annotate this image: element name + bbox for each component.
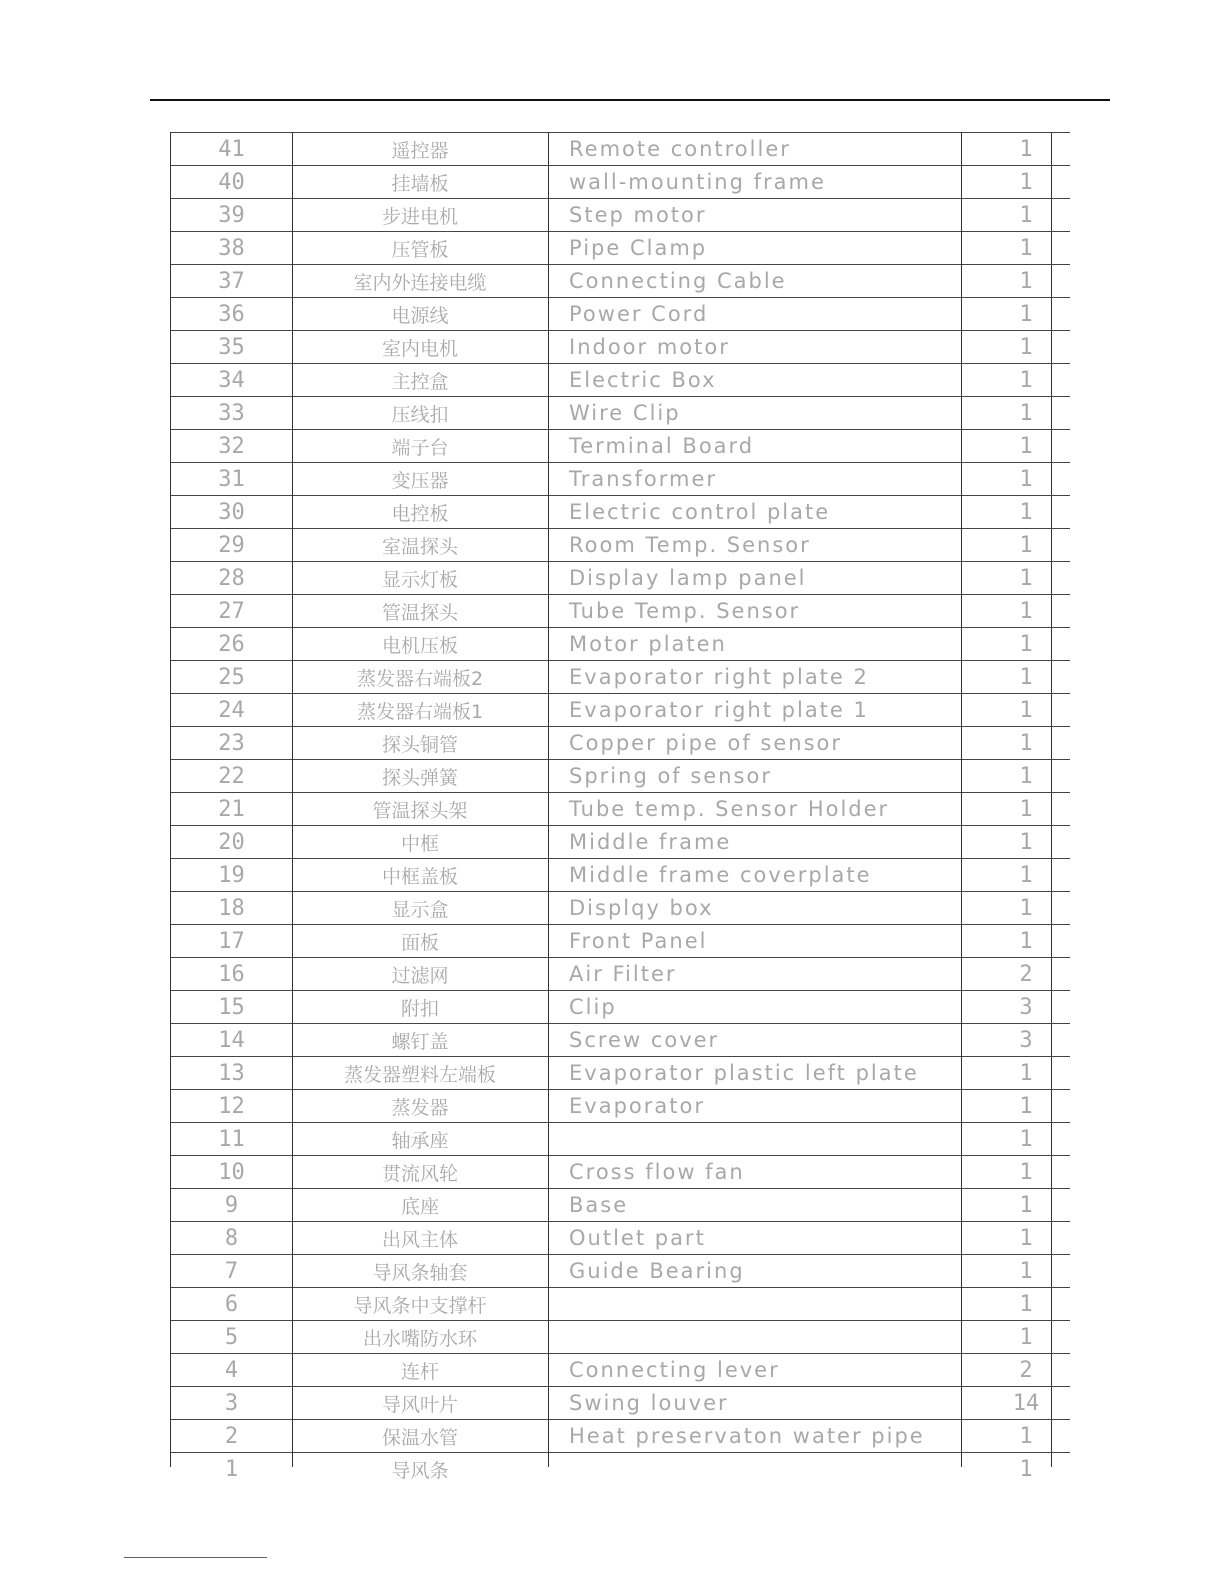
part-number-cell: 14 <box>171 1024 292 1057</box>
table-row <box>171 1222 1070 1255</box>
part-number-cell: 34 <box>171 364 292 397</box>
chinese-name-cell: 导风叶片 <box>292 1387 548 1420</box>
parts-table <box>171 132 1070 1485</box>
quantity-cell: 1 <box>982 1189 1070 1222</box>
table-row <box>171 661 1070 694</box>
part-number-cell: 7 <box>171 1255 292 1288</box>
part-number-cell: 4 <box>171 1354 292 1387</box>
part-number-cell: 18 <box>171 892 292 925</box>
part-number-cell: 1 <box>171 1453 292 1486</box>
english-name-cell: Air Filter <box>548 958 982 991</box>
table-row <box>171 1255 1070 1288</box>
english-name-cell: Terminal Board <box>548 430 982 463</box>
quantity-cell: 1 <box>982 496 1070 529</box>
part-number-cell: 25 <box>171 661 292 694</box>
quantity-cell: 1 <box>982 727 1070 760</box>
parts-table-frame <box>170 132 1052 1482</box>
column-divider <box>292 132 293 1467</box>
part-number-cell: 30 <box>171 496 292 529</box>
english-name-cell: Display lamp panel <box>548 562 982 595</box>
chinese-name-cell: 保温水管 <box>292 1420 548 1453</box>
english-name-cell: Electric Box <box>548 364 982 397</box>
quantity-cell: 1 <box>982 463 1070 496</box>
chinese-name-cell: 室温探头 <box>292 529 548 562</box>
part-number-cell: 20 <box>171 826 292 859</box>
part-number-cell: 38 <box>171 232 292 265</box>
table-row <box>171 1354 1070 1387</box>
chinese-name-cell: 螺钉盖 <box>292 1024 548 1057</box>
chinese-name-cell: 主控盒 <box>292 364 548 397</box>
table-row <box>171 1189 1070 1222</box>
chinese-name-cell: 蒸发器右端板1 <box>292 694 548 727</box>
chinese-name-cell: 附扣 <box>292 991 548 1024</box>
chinese-name-cell: 底座 <box>292 1189 548 1222</box>
footer-link-underline[interactable] <box>124 1557 267 1558</box>
quantity-cell: 1 <box>982 1453 1070 1486</box>
quantity-cell: 1 <box>982 1288 1070 1321</box>
quantity-cell: 1 <box>982 364 1070 397</box>
chinese-name-cell: 探头弹簧 <box>292 760 548 793</box>
table-row <box>171 925 1070 958</box>
english-name-cell: Guide Bearing <box>548 1255 982 1288</box>
table-row <box>171 496 1070 529</box>
quantity-cell: 1 <box>982 331 1070 364</box>
quantity-cell: 1 <box>982 826 1070 859</box>
english-name-cell: Cross flow fan <box>548 1156 982 1189</box>
part-number-cell: 33 <box>171 397 292 430</box>
chinese-name-cell: 蒸发器 <box>292 1090 548 1123</box>
quantity-cell: 1 <box>982 562 1070 595</box>
chinese-name-cell: 压线扣 <box>292 397 548 430</box>
table-row <box>171 562 1070 595</box>
english-name-cell <box>548 1321 982 1354</box>
chinese-name-cell: 导风条轴套 <box>292 1255 548 1288</box>
english-name-cell: Wire Clip <box>548 397 982 430</box>
english-name-cell: Power Cord <box>548 298 982 331</box>
part-number-cell: 5 <box>171 1321 292 1354</box>
table-row <box>171 1090 1070 1123</box>
table-row <box>171 793 1070 826</box>
english-name-cell: Indoor motor <box>548 331 982 364</box>
part-number-cell: 26 <box>171 628 292 661</box>
table-row <box>171 1453 1070 1486</box>
part-number-cell: 21 <box>171 793 292 826</box>
chinese-name-cell: 出水嘴防水环 <box>292 1321 548 1354</box>
table-row <box>171 760 1070 793</box>
quantity-cell: 1 <box>982 661 1070 694</box>
english-name-cell: Copper pipe of sensor <box>548 727 982 760</box>
part-number-cell: 10 <box>171 1156 292 1189</box>
table-row <box>171 1420 1070 1453</box>
chinese-name-cell: 压管板 <box>292 232 548 265</box>
english-name-cell: Heat preservaton water pipe <box>548 1420 982 1453</box>
chinese-name-cell: 电控板 <box>292 496 548 529</box>
column-divider <box>961 132 962 1467</box>
part-number-cell: 27 <box>171 595 292 628</box>
english-name-cell <box>548 1288 982 1321</box>
quantity-cell: 1 <box>982 1255 1070 1288</box>
part-number-cell: 35 <box>171 331 292 364</box>
table-row <box>171 298 1070 331</box>
quantity-cell: 1 <box>982 1321 1070 1354</box>
english-name-cell: Connecting lever <box>548 1354 982 1387</box>
part-number-cell: 8 <box>171 1222 292 1255</box>
table-row <box>171 397 1070 430</box>
quantity-cell: 1 <box>982 595 1070 628</box>
part-number-cell: 11 <box>171 1123 292 1156</box>
part-number-cell: 24 <box>171 694 292 727</box>
part-number-cell: 29 <box>171 529 292 562</box>
table-row <box>171 133 1070 166</box>
english-name-cell: Middle frame coverplate <box>548 859 982 892</box>
quantity-cell: 1 <box>982 1420 1070 1453</box>
table-row <box>171 463 1070 496</box>
english-name-cell: Electric control plate <box>548 496 982 529</box>
table-row <box>171 694 1070 727</box>
quantity-cell: 1 <box>982 694 1070 727</box>
part-number-cell: 22 <box>171 760 292 793</box>
table-row <box>171 1123 1070 1156</box>
table-row <box>171 1387 1070 1420</box>
table-row <box>171 1156 1070 1189</box>
english-name-cell: Spring of sensor <box>548 760 982 793</box>
quantity-cell: 1 <box>982 1123 1070 1156</box>
part-number-cell: 36 <box>171 298 292 331</box>
english-name-cell: Motor platen <box>548 628 982 661</box>
table-row <box>171 628 1070 661</box>
quantity-cell: 2 <box>982 1354 1070 1387</box>
english-name-cell: Evaporator right plate 1 <box>548 694 982 727</box>
quantity-cell: 1 <box>982 397 1070 430</box>
chinese-name-cell: 变压器 <box>292 463 548 496</box>
quantity-cell: 1 <box>982 430 1070 463</box>
english-name-cell <box>548 1453 982 1486</box>
english-name-cell: Base <box>548 1189 982 1222</box>
table-row <box>171 595 1070 628</box>
quantity-cell: 3 <box>982 1024 1070 1057</box>
table-row <box>171 529 1070 562</box>
quantity-cell: 1 <box>982 199 1070 232</box>
table-row <box>171 199 1070 232</box>
table-row <box>171 859 1070 892</box>
table-row <box>171 430 1070 463</box>
part-number-cell: 40 <box>171 166 292 199</box>
part-number-cell: 28 <box>171 562 292 595</box>
quantity-cell: 14 <box>982 1387 1070 1420</box>
chinese-name-cell: 挂墙板 <box>292 166 548 199</box>
english-name-cell: Pipe Clamp <box>548 232 982 265</box>
part-number-cell: 19 <box>171 859 292 892</box>
english-name-cell: Tube Temp. Sensor <box>548 595 982 628</box>
part-number-cell: 39 <box>171 199 292 232</box>
chinese-name-cell: 中框 <box>292 826 548 859</box>
chinese-name-cell: 蒸发器塑料左端板 <box>292 1057 548 1090</box>
table-row <box>171 166 1070 199</box>
english-name-cell: Front Panel <box>548 925 982 958</box>
part-number-cell: 41 <box>171 133 292 166</box>
english-name-cell: Evaporator plastic left plate <box>548 1057 982 1090</box>
column-divider <box>548 132 549 1467</box>
chinese-name-cell: 室内电机 <box>292 331 548 364</box>
quantity-cell: 1 <box>982 892 1070 925</box>
chinese-name-cell: 轴承座 <box>292 1123 548 1156</box>
english-name-cell: wall-mounting frame <box>548 166 982 199</box>
table-row <box>171 1321 1070 1354</box>
part-number-cell: 2 <box>171 1420 292 1453</box>
chinese-name-cell: 面板 <box>292 925 548 958</box>
english-name-cell: Swing louver <box>548 1387 982 1420</box>
chinese-name-cell: 过滤网 <box>292 958 548 991</box>
english-name-cell: Evaporator right plate 2 <box>548 661 982 694</box>
quantity-cell: 1 <box>982 760 1070 793</box>
part-number-cell: 15 <box>171 991 292 1024</box>
english-name-cell: Step motor <box>548 199 982 232</box>
chinese-name-cell: 显示盒 <box>292 892 548 925</box>
english-name-cell: Outlet part <box>548 1222 982 1255</box>
chinese-name-cell: 管温探头架 <box>292 793 548 826</box>
english-name-cell: Displqy box <box>548 892 982 925</box>
quantity-cell: 1 <box>982 232 1070 265</box>
table-row <box>171 1057 1070 1090</box>
table-row <box>171 331 1070 364</box>
parts-table-body <box>171 133 1070 1486</box>
part-number-cell: 12 <box>171 1090 292 1123</box>
quantity-cell: 1 <box>982 529 1070 562</box>
chinese-name-cell: 电源线 <box>292 298 548 331</box>
table-row <box>171 364 1070 397</box>
quantity-cell: 1 <box>982 1090 1070 1123</box>
quantity-cell: 1 <box>982 1222 1070 1255</box>
part-number-cell: 9 <box>171 1189 292 1222</box>
table-row <box>171 265 1070 298</box>
part-number-cell: 23 <box>171 727 292 760</box>
chinese-name-cell: 连杆 <box>292 1354 548 1387</box>
header-rule <box>150 99 1110 101</box>
part-number-cell: 17 <box>171 925 292 958</box>
english-name-cell: Transformer <box>548 463 982 496</box>
quantity-cell: 1 <box>982 133 1070 166</box>
table-row <box>171 1288 1070 1321</box>
chinese-name-cell: 中框盖板 <box>292 859 548 892</box>
chinese-name-cell: 导风条中支撑杆 <box>292 1288 548 1321</box>
english-name-cell: Tube temp. Sensor Holder <box>548 793 982 826</box>
chinese-name-cell: 室内外连接电缆 <box>292 265 548 298</box>
part-number-cell: 32 <box>171 430 292 463</box>
english-name-cell: Remote controller <box>548 133 982 166</box>
chinese-name-cell: 管温探头 <box>292 595 548 628</box>
table-row <box>171 1024 1070 1057</box>
quantity-cell: 3 <box>982 991 1070 1024</box>
part-number-cell: 13 <box>171 1057 292 1090</box>
part-number-cell: 6 <box>171 1288 292 1321</box>
chinese-name-cell: 电机压板 <box>292 628 548 661</box>
english-name-cell <box>548 1123 982 1156</box>
table-row <box>171 232 1070 265</box>
quantity-cell: 1 <box>982 298 1070 331</box>
chinese-name-cell: 出风主体 <box>292 1222 548 1255</box>
table-row <box>171 826 1070 859</box>
quantity-cell: 1 <box>982 1156 1070 1189</box>
part-number-cell: 31 <box>171 463 292 496</box>
part-number-cell: 3 <box>171 1387 292 1420</box>
chinese-name-cell: 贯流风轮 <box>292 1156 548 1189</box>
chinese-name-cell: 蒸发器右端板2 <box>292 661 548 694</box>
english-name-cell: Connecting Cable <box>548 265 982 298</box>
english-name-cell: Screw cover <box>548 1024 982 1057</box>
table-row <box>171 991 1070 1024</box>
quantity-cell: 1 <box>982 166 1070 199</box>
english-name-cell: Middle frame <box>548 826 982 859</box>
english-name-cell: Room Temp. Sensor <box>548 529 982 562</box>
chinese-name-cell: 探头铜管 <box>292 727 548 760</box>
english-name-cell: Evaporator <box>548 1090 982 1123</box>
chinese-name-cell: 端子台 <box>292 430 548 463</box>
table-row <box>171 958 1070 991</box>
chinese-name-cell: 步进电机 <box>292 199 548 232</box>
chinese-name-cell: 导风条 <box>292 1453 548 1486</box>
quantity-cell: 1 <box>982 925 1070 958</box>
part-number-cell: 37 <box>171 265 292 298</box>
quantity-cell: 1 <box>982 1057 1070 1090</box>
chinese-name-cell: 遥控器 <box>292 133 548 166</box>
english-name-cell: Clip <box>548 991 982 1024</box>
quantity-cell: 1 <box>982 265 1070 298</box>
table-row <box>171 892 1070 925</box>
quantity-cell: 1 <box>982 628 1070 661</box>
quantity-cell: 2 <box>982 958 1070 991</box>
part-number-cell: 16 <box>171 958 292 991</box>
table-row <box>171 727 1070 760</box>
quantity-cell: 1 <box>982 859 1070 892</box>
quantity-cell: 1 <box>982 793 1070 826</box>
chinese-name-cell: 显示灯板 <box>292 562 548 595</box>
